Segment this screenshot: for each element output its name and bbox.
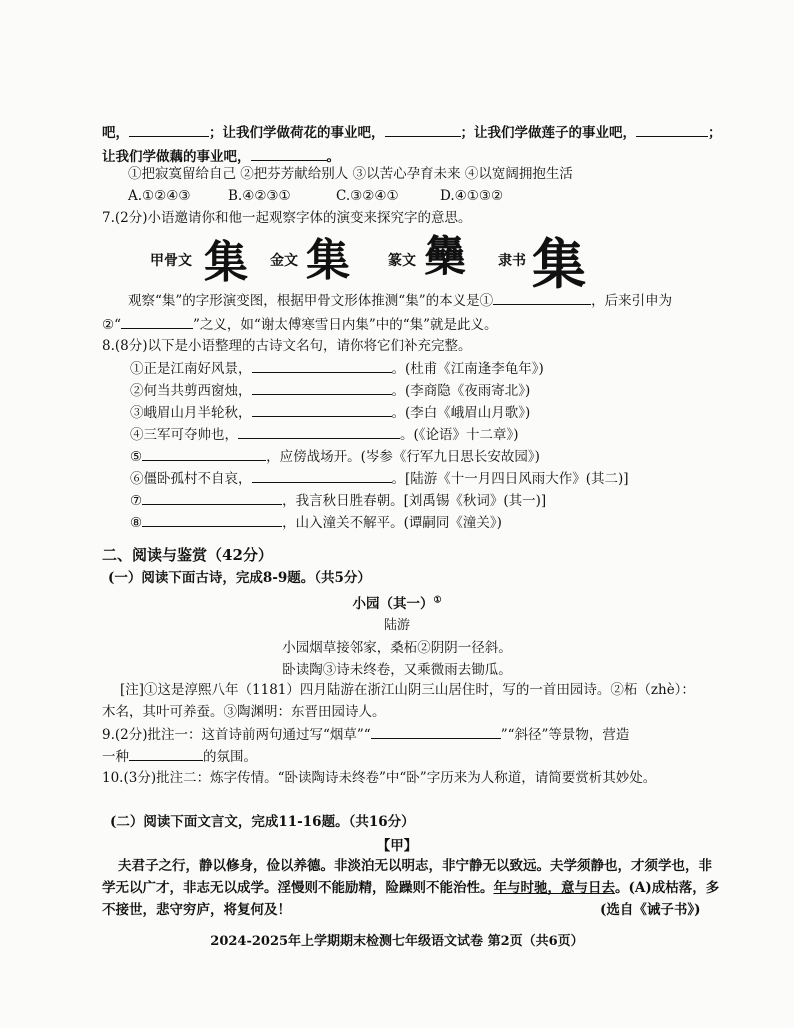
q8-item-4: ④三军可夺帅也， 。(《论语》十二章》)	[130, 424, 519, 445]
clerical-glyph-image: 集	[532, 232, 586, 296]
q8-blank-4[interactable]	[238, 424, 400, 439]
q6-line2: 让我们学做藕的事业吧， 。	[102, 146, 340, 167]
q8-blank-5[interactable]	[142, 446, 266, 461]
q7-line1: 观察“集”的字形演变图，根据甲骨文形体推测“集”的本义是① ，后来引申为	[128, 290, 672, 311]
q8-blank-7[interactable]	[142, 490, 282, 505]
q6-line1: 吧， ；让我们学做荷花的事业吧， ；让我们学做莲子的事业吧， ；	[102, 122, 722, 143]
underlined-sentence: 年与时驰，意与日去	[493, 880, 615, 896]
q8-blank-1[interactable]	[252, 358, 392, 373]
q7-blank-1[interactable]	[493, 290, 591, 305]
q8-stem: 8.(8分)以下是小语整理的古诗文名句，请你将它们补充完整。	[102, 338, 472, 354]
q6-option-d[interactable]: D.④①③②	[440, 188, 504, 204]
q7-blank-2[interactable]	[121, 314, 193, 329]
q8-blank-2[interactable]	[252, 380, 392, 395]
q9-line1: 9.(2分)批注一：这首诗前两句通过写“烟草”“ ”“斜径”等景物，营造	[102, 724, 629, 745]
poem-title: 小园（其一）①	[352, 595, 442, 612]
q6-blank-3[interactable]	[636, 122, 708, 137]
q8-blank-3[interactable]	[252, 402, 392, 417]
poem-author: 陆游	[383, 618, 410, 633]
oracle-glyph-image: 集	[204, 237, 246, 288]
prose-source: (选自《诫子书》)	[600, 902, 701, 918]
q8-item-8: ⑧ ，山入潼关不解平。(谭嗣同《潼关》)	[130, 512, 502, 533]
q9-blank-2[interactable]	[129, 746, 203, 761]
prose-line-2: 学无以广才，非志无以成学。淫慢则不能励精，险躁则不能治性。年与时驰，意与日去。(A)成枯落，多	[102, 880, 720, 896]
evo-label-bronze: 金文	[270, 253, 298, 269]
q9-line2: 一种 的氛围。	[102, 746, 257, 767]
q8-item-7: ⑦ ，我言秋日胜春朝。[刘禹锡《秋词》(其一)]	[130, 490, 546, 511]
q7-line2: ②“ ”之义，如“谢太傅寒雪日内集”中的“集”就是此义。	[102, 314, 498, 335]
q8-item-5: ⑤ ，应傍战场开。(岑参《行军九日思长安故园》)	[130, 446, 540, 467]
evo-label-oracle: 甲骨文	[150, 253, 192, 269]
q7-stem: 7.(2分)小语邀请你和他一起观察字体的演变来探究字的意思。	[102, 210, 472, 226]
q8-item-1: ①正是江南好风景， 。(杜甫《江南逢李龟年》)	[130, 358, 544, 379]
q8-item-6: ⑥僵卧孤村不自哀， 。[陆游《十一月四日风雨大作》(其二)]	[130, 468, 629, 489]
q9-blank-1[interactable]	[371, 724, 501, 739]
q6-choices: ①把寂寞留给自己 ②把芬芳献给别人 ③以苦心孕育未来 ④以宽阔拥抱生活	[128, 166, 573, 182]
page-footer: 2024-2025年上学期期末检测七年级语文试卷 第2页（共6页）	[210, 934, 584, 949]
section-heading: 二、阅读与鉴赏（42分）	[102, 546, 273, 564]
part2-heading: (二）阅读下面文言文，完成11-16题。（共16分）	[110, 814, 415, 830]
poem-line-2: 卧读陶③诗未终卷，又乘微雨去锄瓜。	[282, 662, 512, 678]
prose-line-3: 不接世，悲守穷庐，将复何及！	[102, 902, 291, 918]
q8-blank-6[interactable]	[252, 468, 392, 483]
evo-label-seal: 篆文	[388, 253, 416, 269]
q6-options	[128, 186, 503, 206]
evo-label-clerical: 隶书	[498, 253, 526, 269]
seal-glyph-image: 雧	[424, 232, 467, 281]
q8-item-3: ③峨眉山月半轮秋， 。(李白《峨眉山月歌》)	[130, 402, 530, 423]
q6-option-b[interactable]: B.④②③①	[228, 188, 291, 204]
text-jia-label: 【甲】	[376, 838, 418, 854]
poem-line-1: 小园烟草接邻家，桑柘②阴阴一径斜。	[282, 640, 512, 656]
q6-blank-2[interactable]	[385, 122, 461, 137]
poem-note-2: 木名，其叶可养蚕。③陶渊明：东晋田园诗人。	[102, 704, 386, 720]
q6-option-a[interactable]: A.①②④③	[128, 188, 191, 204]
q8-blank-8[interactable]	[142, 512, 282, 527]
part1-heading: (一）阅读下面古诗，完成8-9题。（共5分）	[108, 570, 371, 586]
q6-blank-1[interactable]	[129, 122, 209, 137]
q6-option-c[interactable]: C.③②④①	[336, 188, 399, 204]
q10: 10.(3分)批注二：炼字传情。“卧读陶诗未终卷”中“卧”字历来为人称道，请简要赏析其妙处。	[102, 770, 657, 786]
q8-item-2: ②何当共剪西窗烛， 。(李商隐《夜雨寄北》)	[130, 380, 530, 401]
bronze-glyph-image: 集	[306, 235, 350, 286]
prose-line-1: 夫君子之行，静以修身，俭以养德。非淡泊无以明志，非宁静无以致远。夫学须静也，才须学也，非	[118, 858, 712, 874]
q6-blank-4[interactable]	[251, 146, 327, 161]
poem-note-1: [注]①这是淳熙八年（1181）四月陆游在浙江山阴三山居住时，写的一首田园诗。②柘（zhè）：	[120, 682, 695, 698]
